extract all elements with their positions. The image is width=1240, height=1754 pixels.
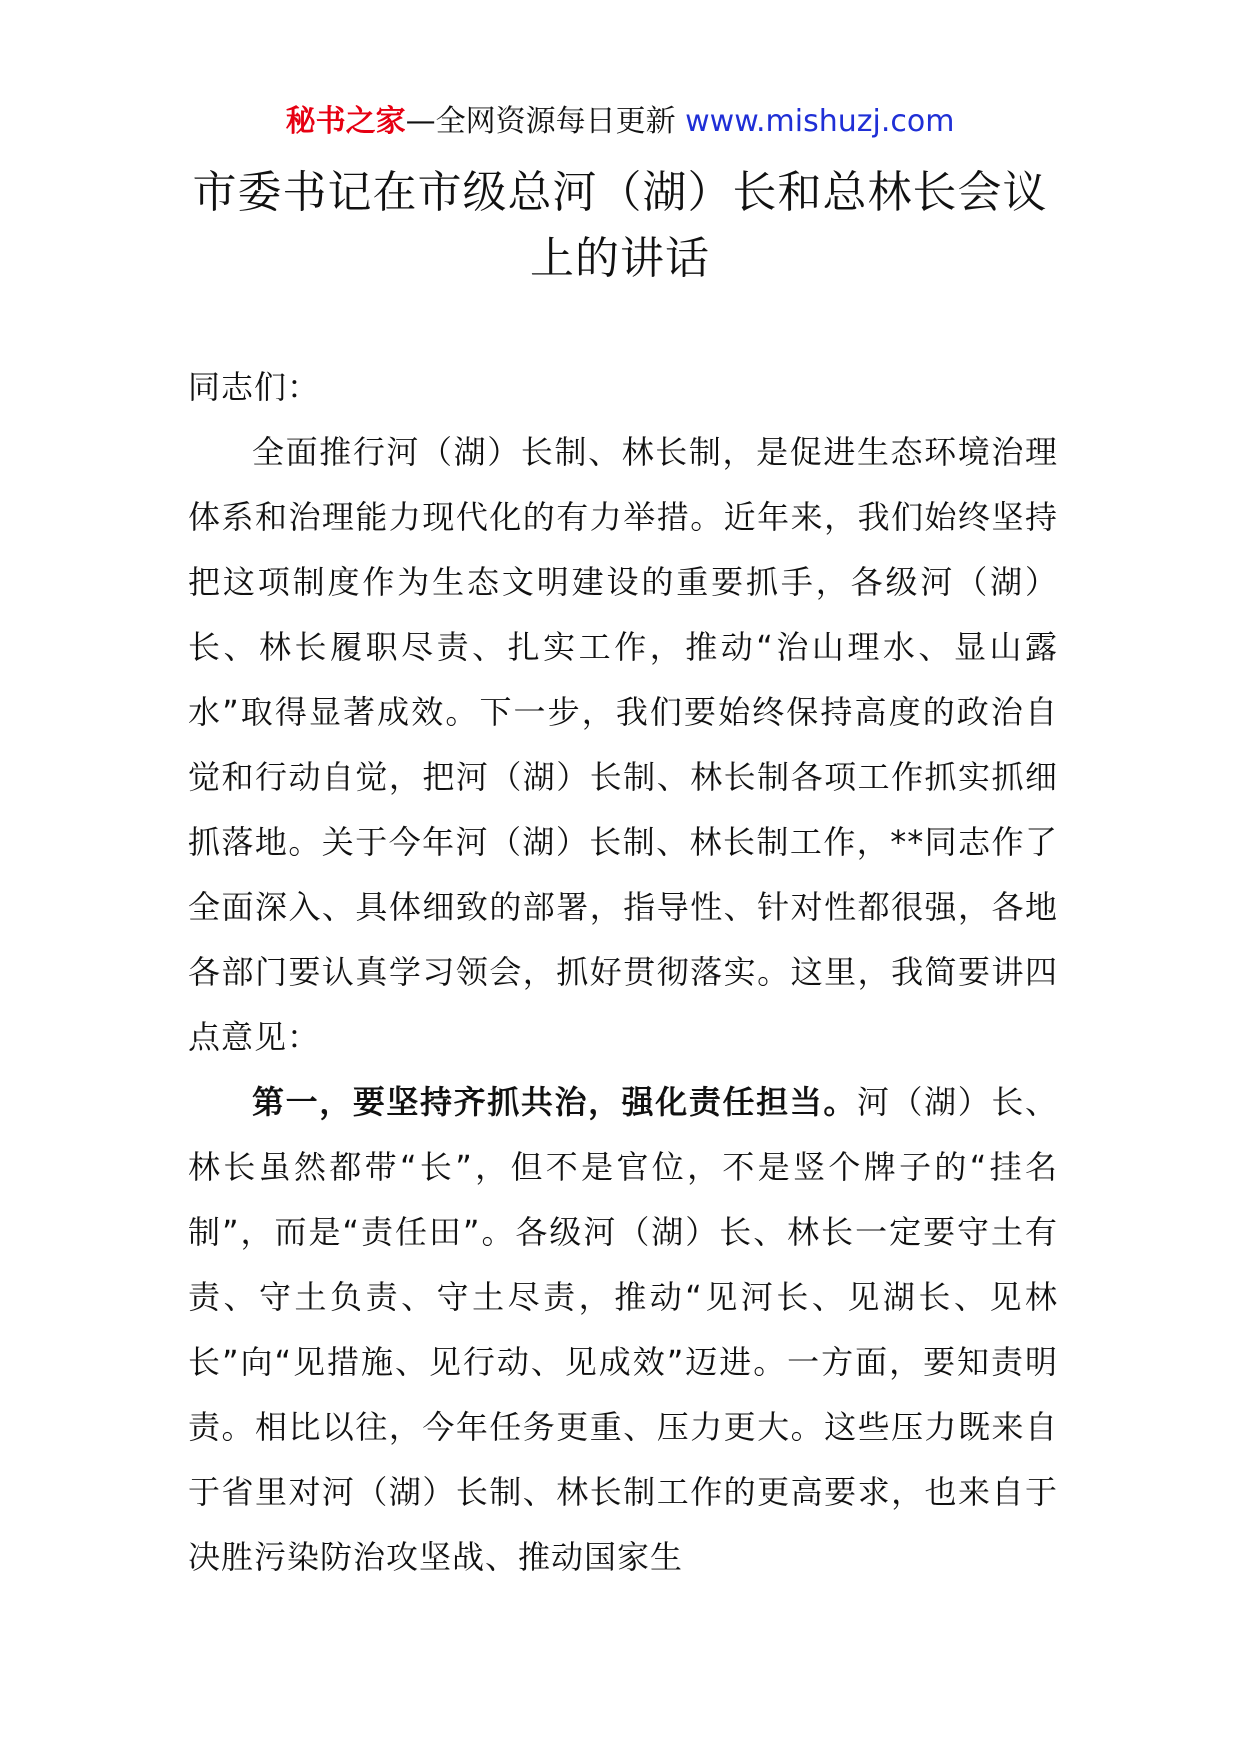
header-url-link[interactable]: www.mishuzj.com: [685, 104, 955, 139]
paragraph-2-text: 河（湖）长、林长虽然都带“长”，但不是官位，不是竖个牌子的“挂名制”，而是“责任田”。各级河（湖）长、林长一定要守土有责、守土负责、守土尽责，推动“见河长、见湖长、见林长”向“见措施、见行动、见成效”迈进。一方面，要知责明责。相比以往，今年任务更重、压力更大。这些压力既来自于省里对河（湖）长制、林长制工作的更高要求，也来自于决胜污染防治攻坚战、推动国家生: [188, 1083, 1058, 1576]
paragraph-2-lead: 第一，要坚持齐抓共治，强化责任担当。: [252, 1083, 857, 1121]
salutation: 同志们：: [188, 368, 321, 406]
header-separator: —: [405, 104, 436, 139]
brand-name: 秘书之家: [285, 104, 406, 139]
header-tagline: 全网资源每日更新: [435, 104, 676, 139]
paragraph-2: [188, 1070, 1058, 1590]
document-title: 市委书记在市级总河（湖）长和总林长会议上的讲话: [192, 167, 1048, 284]
site-header: [0, 100, 1240, 144]
document-body: [188, 355, 1058, 1590]
paragraph-1: 全面推行河（湖）长制、林长制，是促进生态环境治理体系和治理能力现代化的有力举措。近年来，我们始终坚持把这项制度作为生态文明建设的重要抓手，各级河（湖）长、林长履职尽责、扎实工作，推动“治山理水、显山露水”取得显著成效。下一步，我们要始终保持高度的政治自觉和行动自觉，把河（湖）长制、林长制各项工作抓实抓细抓落地。关于今年河（湖）长制、林长制工作，**同志作了全面深入、具体细致的部署，指导性、针对性都很强，各地各部门要认真学习领会，抓好贯彻落实。这里，我简要讲四点意见：: [188, 433, 1058, 1056]
